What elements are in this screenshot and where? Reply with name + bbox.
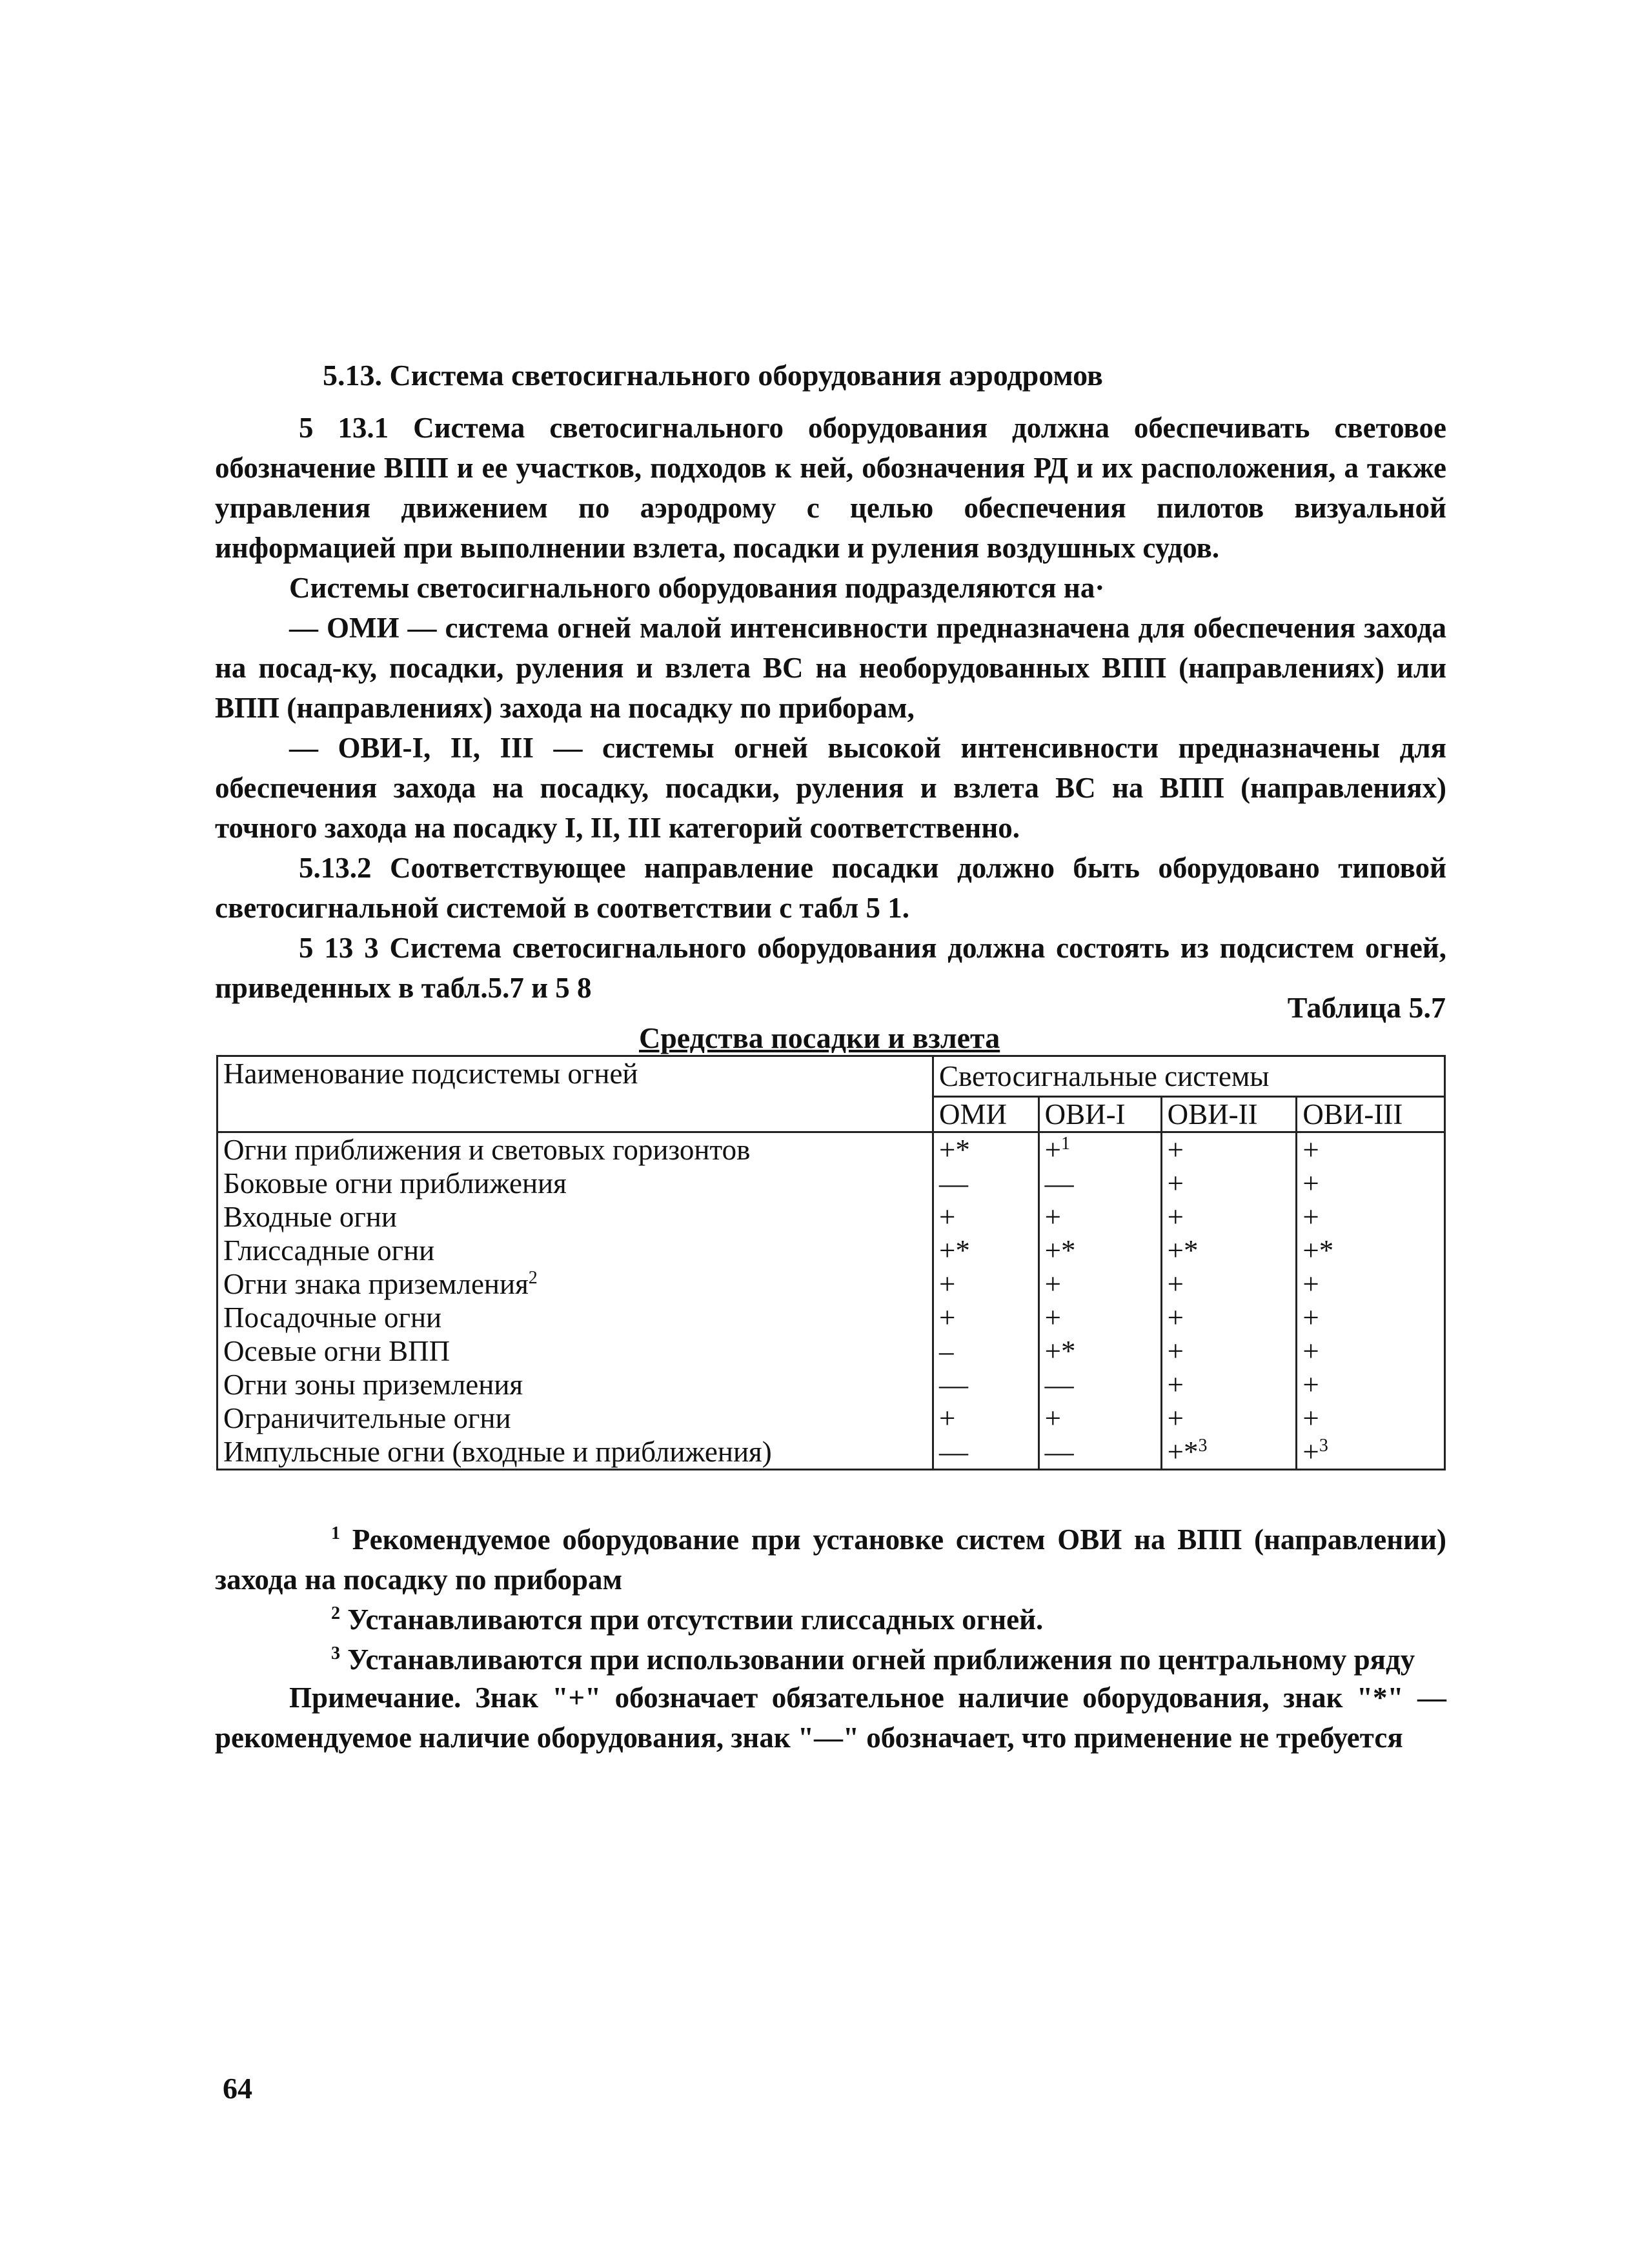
section-heading: 5.13. Система светосигнального оборудования аэродромов [323,359,1103,392]
cell-value: + [1044,1134,1062,1166]
cell-value: + [1044,1301,1062,1334]
system-cell [1161,1167,1297,1200]
table-row [218,1368,1445,1401]
cell-value: + [939,1201,956,1233]
column-header-ovi-2: ОВИ-II [1161,1097,1297,1132]
subsystem-name: Входные огни [223,1201,397,1233]
table-row [218,1267,1445,1301]
column-header-omi: ОМИ [933,1097,1039,1132]
subsystem-name-cell [218,1234,933,1267]
system-cell [933,1368,1039,1401]
cell-value: +* [1167,1234,1199,1267]
cell-value: + [1302,1167,1319,1199]
system-cell [933,1267,1039,1301]
cell-value: + [1302,1134,1319,1166]
system-cell [933,1401,1039,1435]
cell-value: — [1044,1167,1074,1199]
subsystem-name: Осевые огни ВПП [223,1335,451,1367]
system-cell [1038,1334,1161,1368]
cell-value: + [1044,1402,1062,1434]
system-cell [1297,1401,1445,1435]
paragraph-omi: — ОМИ — система огней малой интенсивности предназначена для обеспечения захода на посад-ку, посадки, руления и взлета ВС на необорудованных ВПП (направлениях) или ВПП (направлениях) захода на посадку по приборам, [215,612,1446,724]
subsystem-name-cell [218,1401,933,1435]
system-cell [1161,1132,1297,1167]
note [215,1678,1446,1758]
subsystem-name: Глиссадные огни [223,1234,435,1267]
system-cell [1161,1301,1297,1334]
system-cell [1297,1435,1445,1470]
system-cell [1038,1368,1161,1401]
paragraph-systems-intro: Системы светосигнального оборудования подразделяются на· [289,572,1105,604]
system-cell [1161,1401,1297,1435]
system-cell [1161,1334,1297,1368]
system-cell [933,1435,1039,1470]
subsystem-name-cell [218,1167,933,1200]
cell-value: + [1167,1301,1184,1334]
system-cell [933,1200,1039,1234]
subsystem-name-cell [218,1301,933,1334]
note-text: Знак "+" обозначает обязательное наличие оборудования, знак "*" — рекомендуемое наличие оборудования, знак "—" обозначает, что применение не требуется [215,1681,1447,1754]
system-cell [1297,1132,1445,1167]
note-label: Примечание. [289,1681,461,1714]
subsystem-name: Огни зоны приземления [223,1369,523,1401]
column-header-systems: Светосигнальные системы [933,1056,1445,1097]
system-cell [1038,1435,1161,1470]
cell-value: + [1302,1335,1319,1367]
system-cell [1038,1267,1161,1301]
cell-value: + [1302,1369,1319,1401]
system-cell [1038,1401,1161,1435]
subsystem-name-cell [218,1368,933,1401]
footnote-1 [215,1520,1446,1600]
footnote-ref: 1 [1061,1134,1071,1154]
system-cell [1038,1167,1161,1200]
cell-value: + [1302,1436,1319,1468]
system-cell [1038,1301,1161,1334]
lighting-systems-table [216,1055,1446,1470]
system-cell [1297,1301,1445,1334]
table-row [218,1132,1445,1167]
system-cell [1297,1368,1445,1401]
system-cell [933,1167,1039,1200]
system-cell [1297,1167,1445,1200]
footnote-text: Устанавливаются при отсутствии глиссадных огней. [347,1603,1044,1636]
system-cell [1297,1334,1445,1368]
footnote-text: Устанавливаются при использовании огней приближения по центральному ряду [347,1643,1415,1676]
system-cell [933,1301,1039,1334]
cell-value: + [1167,1134,1184,1166]
footnote-ref: 2 [528,1268,538,1288]
paragraph-5-13-3: 5 13 3 Система светосигнального оборудования должна состоять из подсистем огней, приведенных в табл.5.7 и 5 8 [215,932,1446,1004]
footnotes [215,1520,1446,1680]
cell-value: + [1302,1301,1319,1334]
cell-value: + [939,1301,956,1334]
system-cell [1297,1234,1445,1267]
cell-value: + [1167,1369,1184,1401]
cell-value: – [939,1335,954,1367]
subsystem-name: Боковые огни приближения [223,1167,567,1199]
footnote-ref: 3 [1319,1436,1328,1456]
body-text [215,408,1446,1008]
table-row [218,1334,1445,1368]
table-row [218,1435,1445,1470]
system-cell [1038,1234,1161,1267]
system-cell [933,1334,1039,1368]
subsystem-name: Ограничительные огни [223,1402,511,1434]
table-row [218,1167,1445,1200]
cell-value: — [1044,1369,1074,1401]
cell-value: +* [1044,1335,1076,1367]
system-cell [933,1234,1039,1267]
subsystem-name: Посадочные огни [223,1301,442,1334]
cell-value: + [1302,1402,1319,1434]
cell-value: + [1302,1268,1319,1300]
subsystem-name-cell [218,1334,933,1368]
cell-value: + [1044,1201,1062,1233]
footnote-mark: 3 [331,1643,340,1663]
cell-value: +* [1044,1234,1076,1267]
system-cell [1038,1132,1161,1167]
cell-value: + [939,1268,956,1300]
table-body [218,1132,1445,1470]
paragraph-5-13-2: 5.13.2 Соответствующее направление посадки должно быть оборудовано типовой светосигнальной системой в соответствии с табл 5 1. [215,852,1446,924]
system-cell [1161,1368,1297,1401]
system-cell [933,1132,1039,1167]
system-cell [1297,1267,1445,1301]
cell-value: + [1167,1167,1184,1199]
table-row [218,1200,1445,1234]
subsystem-name: Огни приближения и световых горизонтов [223,1134,751,1166]
cell-value: +* [1167,1436,1199,1468]
cell-value: + [1167,1335,1184,1367]
system-cell [1038,1200,1161,1234]
footnote-mark: 2 [331,1603,340,1623]
footnote-ref: 3 [1198,1436,1208,1456]
cell-value: — [939,1436,968,1468]
footnote-2 [215,1600,1446,1640]
column-header-subsystem: Наименование подсистемы огней [218,1056,933,1132]
system-cell [1161,1435,1297,1470]
cell-value: + [1167,1201,1184,1233]
cell-value: + [1167,1268,1184,1300]
subsystem-name-cell [218,1132,933,1167]
cell-value: +* [939,1234,970,1267]
subsystem-name: Огни знака приземления [223,1268,529,1300]
note-paragraph [215,1678,1446,1758]
cell-value: + [1167,1402,1184,1434]
page-number: 64 [223,2072,252,2105]
cell-value: +* [1302,1234,1334,1267]
system-cell [1161,1234,1297,1267]
table-row [218,1234,1445,1267]
cell-value: + [939,1402,956,1434]
column-header-ovi-1: ОВИ-I [1038,1097,1161,1132]
footnote-text: Рекомендуемое оборудование при установке систем ОВИ на ВПП (направлении) захода на посадку по приборам [215,1523,1446,1596]
footnote-mark: 1 [331,1523,340,1543]
table-label: Таблица 5.7 [1287,991,1446,1024]
subsystem-name: Импульсные огни (входные и приближения) [223,1436,772,1468]
cell-value: — [939,1167,968,1199]
table-row [218,1301,1445,1334]
cell-value: +* [939,1134,970,1166]
system-cell [1161,1267,1297,1301]
system-cell [1297,1200,1445,1234]
paragraph-5-13-1: 5 13.1 Система светосигнального оборудования должна обеспечивать световое обозначение ВПП и ее участков, подходов к ней, обозначения РД и их расположения, а также управления движением по аэродрому с целью обеспечения пилотов визуальной информацией при выполнении взлета, посадки и руления воздушных судов. [215,412,1446,564]
table-row [218,1401,1445,1435]
column-header-ovi-3: ОВИ-III [1297,1097,1445,1132]
paragraph-ovi: — ОВИ-I, II, III — системы огней высокой интенсивности предназначены для обеспечения захода на посадку, посадки, руления и взлета ВС на ВПП (направлениях) точного захода на посадку I, II, III категорий соответственно. [215,732,1446,844]
subsystem-name-cell [218,1200,933,1234]
cell-value: — [939,1369,968,1401]
table-title: Средства посадки и взлета [639,1021,1000,1054]
cell-value: + [1302,1201,1319,1233]
subsystem-name-cell [218,1267,933,1301]
system-cell [1161,1200,1297,1234]
cell-value: — [1044,1436,1074,1468]
cell-value: + [1044,1268,1062,1300]
footnote-3 [215,1640,1446,1680]
subsystem-name-cell [218,1435,933,1470]
